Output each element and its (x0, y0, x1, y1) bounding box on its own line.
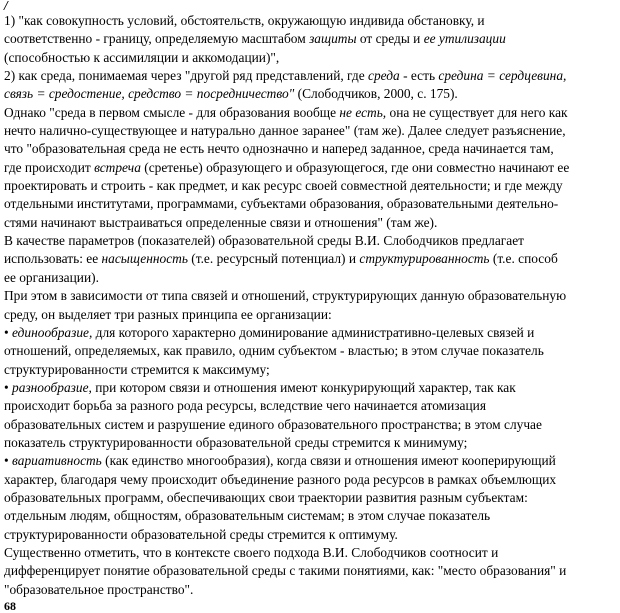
text-run: от среды и (356, 31, 424, 47)
text-run: показатель структурированности образовательной среды стремится к минимуму; (4, 434, 468, 450)
text-run: соответственно - границу, определяемую масштабом (4, 31, 310, 47)
text-line (4, 471, 616, 489)
text-line (4, 214, 616, 232)
text-run: образовательных программ, обеспечивающих свои траектории развития разным субъектам: (4, 489, 528, 505)
text-run: (как единство многообразия), когда связи и отношения имеют кооперирующий (101, 453, 556, 469)
italic-text: встреча (94, 159, 141, 175)
italic-text: насыщенность (101, 251, 188, 267)
italic-text: среда (368, 68, 400, 84)
text-line (4, 452, 616, 470)
text-line (4, 397, 616, 415)
text-line (4, 67, 616, 85)
text-run: характер, благодаря чему происходит объединение разного рода ресурсов в рамках объемлющих (4, 471, 557, 487)
text-run: отдельным людям, общностям, образовательным системам; в этом случае показатель (4, 508, 491, 524)
text-run: происходит борьба за разного рода ресурсы, вследствие чего начинается атомизация (4, 398, 486, 414)
text-run: образовательных систем и разрушение единого образовательного пространства; в этом случае (4, 416, 542, 432)
text-run: 2) как среда, понимаемая через "другой ряд представлений, где (4, 68, 368, 84)
text-run: При этом в зависимости от типа связей и отношений, структурирующих данную образовательную (4, 288, 567, 304)
text-run: при котором связи и отношения имеют конкурирующий характер, так как (91, 379, 516, 395)
text-line (4, 250, 616, 268)
text-line (4, 507, 616, 525)
text-run: отношений, определяемых, как правило, одним субъектом - властью; в этом случае показатель (4, 343, 544, 359)
text-run: структурированности образовательной среды стремится к оптимуму. (4, 526, 398, 542)
text-run: стями начинают выстраиваться определенные связи и отношения" (там же). (4, 214, 438, 230)
text-line (4, 361, 616, 379)
text-run: (т.е. способ (489, 251, 558, 267)
text-line (4, 232, 616, 250)
text-run: Существенно отметить, что в контексте своего подхода В.И. Слободчиков соотносит и (4, 544, 499, 560)
text-line (4, 159, 616, 177)
text-run: дифференцирует понятие образовательной среды с такими понятиями, как: "место образования" и (4, 563, 567, 579)
text-run: где происходит (4, 159, 95, 175)
italic-text: вариативность (12, 453, 102, 469)
italic-text: средина = сердцевина, (438, 68, 567, 84)
text-line (4, 177, 616, 195)
text-line (4, 85, 616, 103)
text-line (4, 544, 616, 562)
text-line (4, 379, 616, 397)
text-run: ее организации). (4, 269, 99, 285)
text-run: среду, он выделяет три разных принципа ее организации: (4, 306, 332, 322)
italic-text: защиты (309, 31, 357, 47)
text-line (4, 562, 616, 580)
text-line (4, 122, 616, 140)
text-run: (Слободчиков, 2000, с. 175). (294, 86, 458, 102)
text-run: для которого характерно доминирование административно-целевых связей и (92, 324, 535, 340)
text-line (4, 489, 616, 507)
text-line (4, 104, 616, 122)
text-run: "образовательное пространство". (4, 581, 194, 597)
text-run: проектировать и строить - как предмет, и как ресурс своей совместной деятельности; и где между (4, 178, 563, 194)
text-run: Однако "среда в первом смысле - для образования вообще (4, 104, 340, 120)
text-line (4, 324, 616, 342)
italic-text: связь = средостение, средство = посредничество" (4, 86, 295, 102)
text-run: - есть (399, 68, 439, 84)
italic-text: не есть, (339, 104, 387, 120)
text-line (4, 195, 616, 213)
italic-text: структурированность (359, 251, 490, 267)
italic-text: единообразие, (12, 324, 93, 340)
text-line (4, 49, 616, 67)
text-run: нечто налично-существующее и натурально данное заранее" (там же). Далее следует разъяснение, (4, 123, 566, 139)
text-line (4, 416, 616, 434)
text-run: что "образовательная среда не есть нечто однозначно и наперед заданное, среда начинается там, (4, 141, 554, 157)
text-line (4, 306, 616, 324)
text-run: В качестве параметров (показателей) образовательной среды В.И. Слободчиков предлагает (4, 233, 525, 249)
text-line (4, 287, 616, 305)
text-run: • (4, 453, 13, 469)
text-line (4, 269, 616, 287)
text-line (4, 342, 616, 360)
text-run: отдельными институтами, программами, субъектами образования, образовательными деятельно- (4, 196, 559, 212)
text-line (4, 30, 616, 48)
text-run: (способностью к ассимиляции и аккомодации)", (4, 49, 280, 65)
text-run: (сретенье) образующего и образующегося, где они совместно начинают ее (140, 159, 570, 175)
text-line (4, 12, 616, 30)
italic-text: разнообразие, (12, 379, 92, 395)
text-run: (т.е. ресурсный потенциал) и (187, 251, 360, 267)
text-run: использовать: ее (4, 251, 102, 267)
text-run: структурированности стремится к максимуму; (4, 361, 270, 377)
text-run: • (4, 379, 13, 395)
page-number: 68 (4, 599, 16, 613)
italic-text: ее утилизации (423, 31, 506, 47)
slash-mark: / (4, 0, 8, 13)
document-page (4, 0, 616, 613)
text-run: она не существует для него как (386, 104, 568, 120)
body-text (4, 12, 616, 599)
text-line (4, 581, 616, 599)
text-run: 1) "как совокупность условий, обстоятельств, окружающую индивида обстановку, и (4, 13, 485, 28)
text-line (4, 140, 616, 158)
text-run: • (4, 324, 13, 340)
text-line (4, 434, 616, 452)
text-line (4, 526, 616, 544)
